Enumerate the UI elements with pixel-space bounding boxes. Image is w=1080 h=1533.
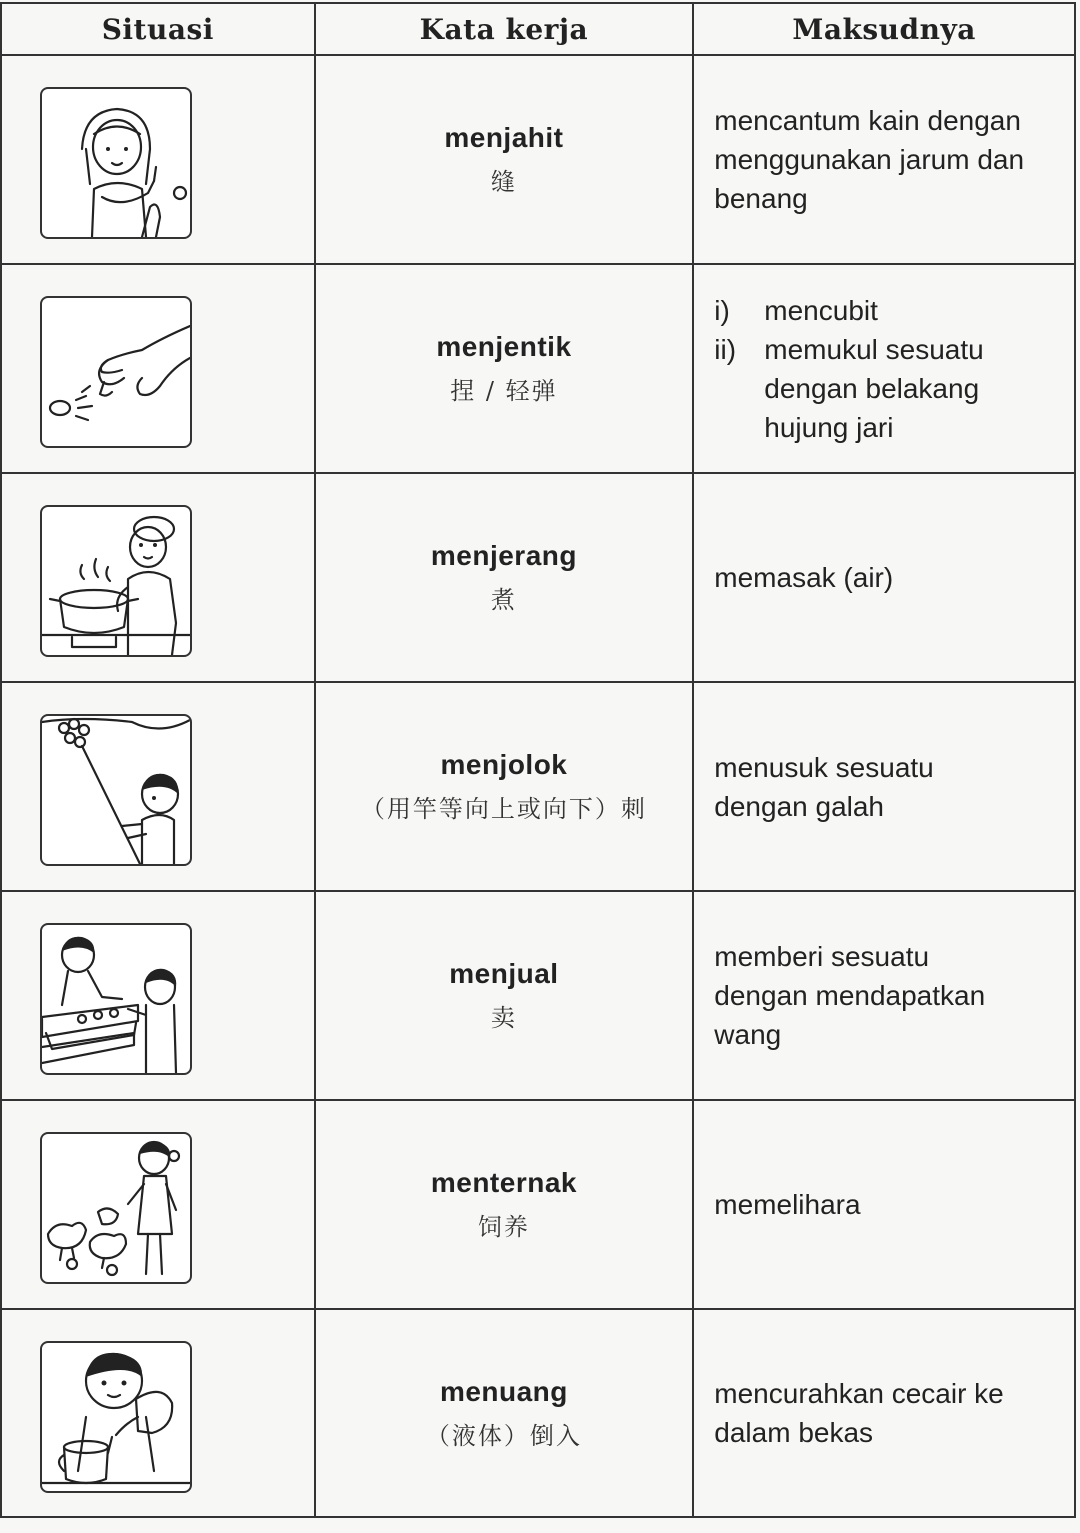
situation-cell <box>1 1100 315 1309</box>
situation-cell <box>1 891 315 1100</box>
list-number: ii) <box>714 333 737 365</box>
girl-sewing-illustration <box>40 87 192 239</box>
boy-poking-fruit-with-pole-illustration <box>40 714 192 866</box>
verb-chinese: 煮 <box>490 586 517 614</box>
girl-feeding-chickens-illustration <box>40 1132 192 1284</box>
header-situation: Situasi <box>1 3 315 55</box>
header-meaning: Maksudnya <box>693 3 1075 55</box>
meaning-line: dengan belakang <box>764 372 980 404</box>
verb-chinese: 饲养 <box>477 1213 530 1241</box>
meaning-line: menusuk sesuatu <box>714 751 934 783</box>
meaning-line: memberi sesuatu <box>714 941 930 972</box>
meaning-cell <box>693 1100 1075 1309</box>
verb-cell <box>315 1100 694 1309</box>
header-row <box>1 3 1075 55</box>
table-row <box>1 1309 1075 1517</box>
verb-cell <box>315 891 694 1100</box>
meaning-line: benang <box>714 183 808 214</box>
table-row <box>1 1100 1075 1309</box>
meaning-line: hujung jari <box>764 411 894 443</box>
boy-pouring-jug-illustration <box>40 1341 192 1493</box>
meaning-line: memelihara <box>714 1189 861 1220</box>
meaning-list-item <box>714 330 1064 447</box>
meaning-line: dalam bekas <box>714 1417 874 1448</box>
situation-cell <box>1 1309 315 1517</box>
meaning-cell <box>693 264 1075 473</box>
meaning-line: mencubit <box>764 294 878 326</box>
verb-word: menjerang <box>430 540 577 571</box>
verb-cell <box>315 264 694 473</box>
meaning-line: memukul sesuatu <box>764 333 984 365</box>
meaning-list-item <box>714 291 1064 330</box>
verb-chinese: 卖 <box>490 1004 517 1032</box>
verb-cell <box>315 682 694 891</box>
table-row <box>1 473 1075 682</box>
list-number: i) <box>714 294 730 326</box>
meaning-cell <box>693 891 1075 1100</box>
table-row <box>1 891 1075 1100</box>
verb-chinese: （液体）倒入 <box>425 1421 582 1450</box>
meaning-line: menggunakan jarum dan <box>714 144 1025 175</box>
verb-cell <box>315 55 694 264</box>
girl-boiling-pot-illustration <box>40 505 192 657</box>
meaning-cell <box>693 1309 1075 1517</box>
verb-word: menjahit <box>444 122 564 153</box>
verb-cell <box>315 473 694 682</box>
situation-cell <box>1 55 315 264</box>
situation-cell <box>1 682 315 891</box>
verb-cell <box>315 1309 694 1517</box>
verb-word: menternak <box>430 1167 577 1198</box>
verb-chinese: （用竿等向上或向下）刺 <box>360 795 647 823</box>
hand-flicking-illustration <box>40 296 192 448</box>
verb-word: menjolok <box>440 749 568 780</box>
meaning-line: dengan galah <box>714 790 885 822</box>
situation-cell <box>1 264 315 473</box>
verb-chinese: 捏 / 轻弹 <box>450 377 558 405</box>
meaning-cell <box>693 473 1075 682</box>
table-row <box>1 264 1075 473</box>
meaning-line: wang <box>714 1019 782 1050</box>
verb-chinese: 缝 <box>490 168 517 196</box>
header-verb: Kata kerja <box>315 3 694 55</box>
meaning-cell <box>693 55 1075 264</box>
vendor-selling-illustration <box>40 923 192 1075</box>
verb-word: menjentik <box>436 331 572 362</box>
meaning-line: dengan mendapatkan <box>714 980 986 1011</box>
verb-word: menjual <box>449 958 559 989</box>
vocabulary-table <box>0 2 1076 1518</box>
meaning-line: mencurahkan cecair ke <box>714 1378 1004 1409</box>
meaning-line: mencantum kain dengan <box>714 105 1021 136</box>
meaning-line: memasak (air) <box>714 562 894 593</box>
table-row <box>1 55 1075 264</box>
meaning-cell <box>693 682 1075 891</box>
situation-cell <box>1 473 315 682</box>
verb-word: menuang <box>439 1375 568 1407</box>
table-row <box>1 682 1075 891</box>
